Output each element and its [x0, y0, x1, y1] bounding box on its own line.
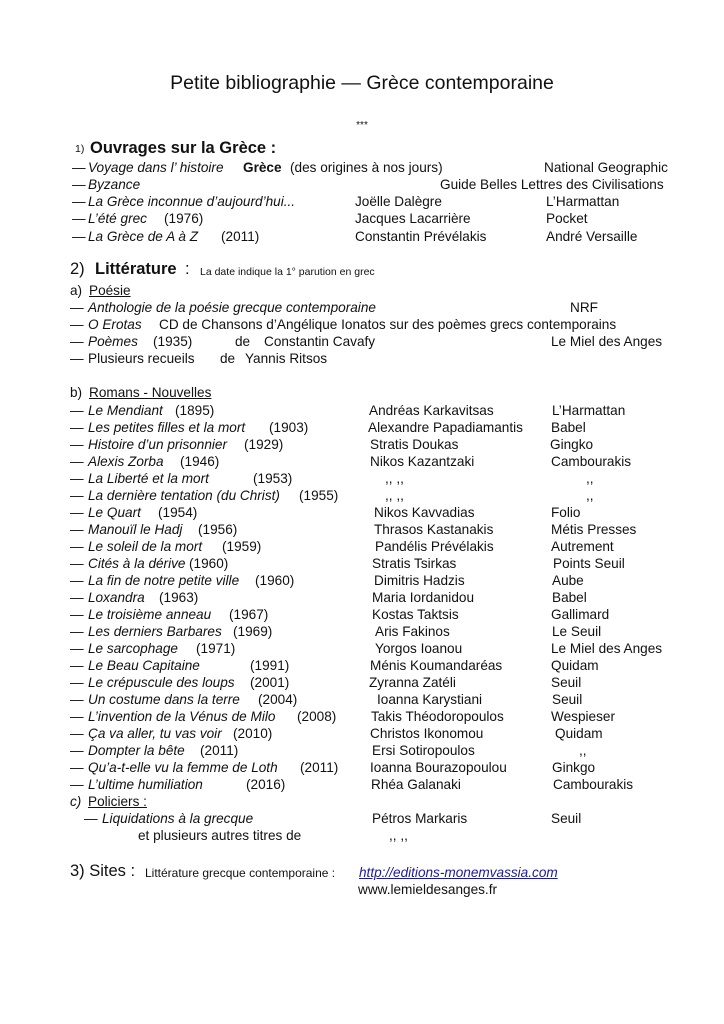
author: Stratis Tsirkas: [372, 556, 457, 571]
novels-heading: b) Romans - Nouvelles: [70, 385, 212, 400]
author: Pandélis Prévélakis: [375, 539, 494, 554]
book-title: Les petites filles et la mort: [88, 420, 246, 435]
dash: —: [70, 454, 84, 469]
publisher: L’Harmattan: [552, 403, 626, 418]
dash: —: [70, 300, 84, 315]
dash: —: [70, 420, 84, 435]
year: (1991): [250, 658, 290, 673]
year: (1960): [189, 556, 229, 571]
novel-item: [0, 436, 724, 453]
publisher: ,,: [586, 488, 594, 503]
dash: —: [70, 505, 84, 520]
book-title: La Liberté et la mort: [88, 471, 209, 486]
novel-item: [0, 640, 724, 657]
by: de: [235, 334, 251, 349]
book-title: O Erotas: [88, 317, 142, 332]
author: Maria Iordanidou: [372, 590, 475, 605]
publisher: L’Harmattan: [546, 194, 620, 209]
author: Thrasos Kastanakis: [374, 522, 494, 537]
dash: —: [70, 777, 84, 792]
book-title: Le sarcophage: [88, 641, 178, 656]
dash: —: [70, 488, 84, 503]
dash: —: [72, 229, 86, 244]
by: de: [220, 351, 236, 366]
separator-stars: ***: [356, 120, 368, 131]
author: ,, ,,: [385, 471, 404, 486]
reference-item: [0, 176, 724, 193]
novel-item: [0, 623, 724, 640]
novel-item: [0, 606, 724, 623]
poetry-heading: a) Poésie: [70, 283, 131, 298]
crime-other-titles: et plusieurs autres titres de ,, ,,: [138, 828, 408, 843]
poetry-item: [0, 350, 724, 367]
year: (1971): [196, 641, 236, 656]
page-title: Petite bibliographie — Grèce contemporaine: [170, 72, 554, 94]
year: (2016): [246, 777, 286, 792]
book-title: Cités à la dérive: [88, 556, 186, 571]
dash: —: [70, 317, 84, 332]
author: Constantin Prévélakis: [355, 229, 487, 244]
author: Constantin Cavafy: [264, 334, 376, 349]
year: (1976): [164, 211, 204, 226]
year: (1956): [198, 522, 238, 537]
year: (2004): [258, 692, 298, 707]
year: (2001): [250, 675, 290, 690]
dash: —: [70, 471, 84, 486]
novel-item: [0, 691, 724, 708]
publisher: Le Miel des Anges: [551, 334, 663, 349]
site-link-monemvassia[interactable]: http://editions-monemvassia.com: [359, 865, 558, 880]
novel-item: [0, 521, 724, 538]
dash: —: [70, 726, 84, 741]
author: Christos Ikonomou: [370, 726, 484, 741]
publisher: Aube: [552, 573, 584, 588]
author: Aris Fakinos: [375, 624, 450, 639]
year: (2011): [300, 760, 339, 775]
dash: —: [70, 658, 84, 673]
book-title: L’ultime humiliation: [88, 777, 203, 792]
novel-item: [0, 470, 724, 487]
dash: —: [70, 692, 84, 707]
dash: —: [70, 675, 84, 690]
author: Dimitris Hadzis: [374, 573, 465, 588]
publisher: Métis Presses: [551, 522, 637, 537]
book-title: Loxandra: [88, 590, 145, 605]
dash: —: [70, 573, 84, 588]
book-title: Le Mendiant: [88, 403, 163, 418]
author: Alexandre Papadiamantis: [368, 420, 523, 435]
year: (1960): [255, 573, 295, 588]
author: Ioanna Bourazopoulou: [370, 760, 507, 775]
book-title: Manouïl le Hadj: [88, 522, 183, 537]
author: Jacques Lacarrière: [355, 211, 471, 226]
publisher: Le Miel des Anges: [551, 641, 663, 656]
book-title: Dompter la bête: [88, 743, 185, 758]
book-title: Le soleil de la mort: [88, 539, 203, 554]
author: Zyranna Zatéli: [369, 675, 456, 690]
author: Stratis Doukas: [370, 437, 459, 452]
site-link-lemieldesanges[interactable]: www.lemieldesanges.fr: [358, 882, 498, 897]
author: Ersi Sotiropoulos: [372, 743, 475, 758]
dash: —: [70, 641, 84, 656]
author: Ioanna Karystiani: [377, 692, 483, 707]
reference-item: [0, 228, 724, 245]
dash: —: [70, 522, 84, 537]
year: (1895): [175, 403, 215, 418]
publisher: NRF: [570, 300, 598, 315]
dash: —: [70, 351, 84, 366]
publisher: Autrement: [551, 539, 614, 554]
author: Nikos Kavvadias: [374, 505, 475, 520]
novel-item: [0, 657, 724, 674]
publisher: Ginkgo: [552, 760, 596, 775]
dash: —: [70, 437, 84, 452]
section-2-heading: 2) Littérature : La date indique la 1° parution en grec: [70, 260, 375, 278]
poetry-item: [0, 333, 724, 350]
section-3-heading: 3) Sites : Littérature grecque contemporaine : http://editions-monemvassia.com: [70, 862, 558, 880]
description: CD de Chansons d’Angélique Ionatos sur des poèmes grecs contemporains: [159, 317, 617, 332]
dash: —: [70, 590, 84, 605]
publisher: Quidam: [555, 726, 603, 741]
year: (1935): [153, 334, 193, 349]
novel-item: [0, 572, 724, 589]
dash: —: [70, 709, 84, 724]
book-title: Voyage dans l’ histoire: [88, 160, 224, 175]
author: Takis Théodoropoulos: [371, 709, 504, 724]
novel-item: [0, 742, 724, 759]
novel-item: [0, 725, 724, 742]
section-1-heading: 1) Ouvrages sur la Grèce :: [75, 139, 277, 157]
reference-item: [0, 193, 724, 210]
author: Nikos Kazantzaki: [370, 454, 475, 469]
publisher: Babel: [552, 590, 587, 605]
book-subtitle: (des origines à nos jours): [290, 160, 443, 175]
author: Andréas Karkavitsas: [369, 403, 494, 418]
reference-item: [0, 210, 724, 227]
publisher: ,,: [579, 743, 587, 758]
book-title: La Grèce de A à Z: [88, 229, 199, 244]
book-title: Ça va aller, tu vas voir: [88, 726, 222, 741]
publisher: Gingko: [550, 437, 594, 452]
book-title: L’été grec: [88, 211, 147, 226]
dash: —: [70, 403, 84, 418]
dash: —: [70, 624, 84, 639]
novel-item: [0, 419, 724, 436]
novel-item: [0, 538, 724, 555]
author: ,, ,,: [385, 488, 404, 503]
year: (1969): [233, 624, 273, 639]
book-title: Le Beau Capitaine: [88, 658, 200, 673]
publisher: National Geographic: [544, 160, 668, 175]
year: (1946): [180, 454, 220, 469]
year: (2010): [233, 726, 273, 741]
book-title: Plusieurs recueils: [88, 351, 195, 366]
dash: —: [70, 334, 84, 349]
publisher: Guide Belles Lettres des Civilisations: [440, 177, 664, 192]
author: Kostas Taktsis: [372, 607, 459, 622]
publisher: Points Seuil: [553, 556, 625, 571]
dash: —: [72, 177, 86, 192]
dash: —: [72, 194, 86, 209]
poetry-item: [0, 299, 724, 316]
book-title: L’invention de la Vénus de Milo: [88, 709, 276, 724]
year: (1954): [158, 505, 198, 520]
publisher: Le Seuil: [552, 624, 602, 639]
book-title: Le crépuscule des loups: [88, 675, 235, 690]
dash: —: [70, 743, 84, 758]
book-title: Les derniers Barbares: [88, 624, 222, 639]
year: (1903): [269, 420, 309, 435]
year: (2011): [200, 743, 239, 758]
publisher: ,,: [586, 471, 594, 486]
novel-item: [0, 555, 724, 572]
year: (1955): [299, 488, 339, 503]
year: (2011): [221, 229, 260, 244]
novel-item: [0, 674, 724, 691]
crime-item: — Liquidations à la grecque Pétros Markaris Seuil: [84, 811, 582, 826]
year: (1929): [244, 437, 284, 452]
book-title: La fin de notre petite ville: [88, 573, 240, 588]
year: (1963): [159, 590, 199, 605]
dash: —: [72, 160, 86, 175]
dash: —: [70, 607, 84, 622]
novel-item: [0, 453, 724, 470]
publisher: André Versaille: [546, 229, 638, 244]
author: Yorgos Ioanou: [375, 641, 463, 656]
dash: —: [72, 211, 86, 226]
book-title: La Grèce inconnue d’aujourd’hui...: [88, 194, 296, 209]
publisher: Folio: [551, 505, 581, 520]
publisher: Gallimard: [551, 607, 610, 622]
year: (1967): [229, 607, 269, 622]
dash: —: [70, 539, 84, 554]
book-title: Le Quart: [88, 505, 141, 520]
year: (1959): [222, 539, 262, 554]
novel-item: [0, 776, 724, 793]
novel-item: [0, 589, 724, 606]
novel-item: [0, 759, 724, 776]
publisher: Pocket: [546, 211, 588, 226]
book-title: La dernière tentation (du Christ): [88, 488, 280, 503]
poetry-item: [0, 316, 724, 333]
novel-item: [0, 504, 724, 521]
novel-item: [0, 402, 724, 419]
publisher: Cambourakis: [551, 454, 632, 469]
author: Rhéa Galanaki: [371, 777, 461, 792]
book-title: Un costume dans la terre: [88, 692, 240, 707]
publisher: Quidam: [551, 658, 599, 673]
year: (1953): [253, 471, 293, 486]
dash: —: [70, 760, 84, 775]
publisher: Wespieser: [551, 709, 615, 724]
book-title: Poèmes: [88, 334, 138, 349]
book-title: Qu’a-t-elle vu la femme de Loth: [88, 760, 278, 775]
novel-item: [0, 487, 724, 504]
author: Joëlle Dalègre: [355, 194, 442, 209]
book-title: Le troisième anneau: [88, 607, 212, 622]
publisher: Cambourakis: [553, 777, 634, 792]
book-title-bold: Grèce: [243, 160, 282, 175]
author: Ménis Koumandaréas: [370, 658, 503, 673]
book-title: Alexis Zorba: [88, 454, 164, 469]
publisher: Seuil: [552, 692, 583, 707]
crime-heading: c) Policiers :: [70, 794, 147, 809]
dash: —: [70, 556, 84, 571]
publisher: Babel: [551, 420, 586, 435]
book-title: Histoire d’un prisonnier: [88, 437, 228, 452]
reference-item: [0, 159, 724, 176]
author: Yannis Ritsos: [245, 351, 328, 366]
book-title: Anthologie de la poésie grecque contemporaine: [88, 300, 376, 315]
publisher: Seuil: [551, 675, 582, 690]
book-title: Byzance: [88, 177, 141, 192]
site-line-2: [0, 881, 724, 898]
year: (2008): [297, 709, 337, 724]
novel-item: [0, 708, 724, 725]
